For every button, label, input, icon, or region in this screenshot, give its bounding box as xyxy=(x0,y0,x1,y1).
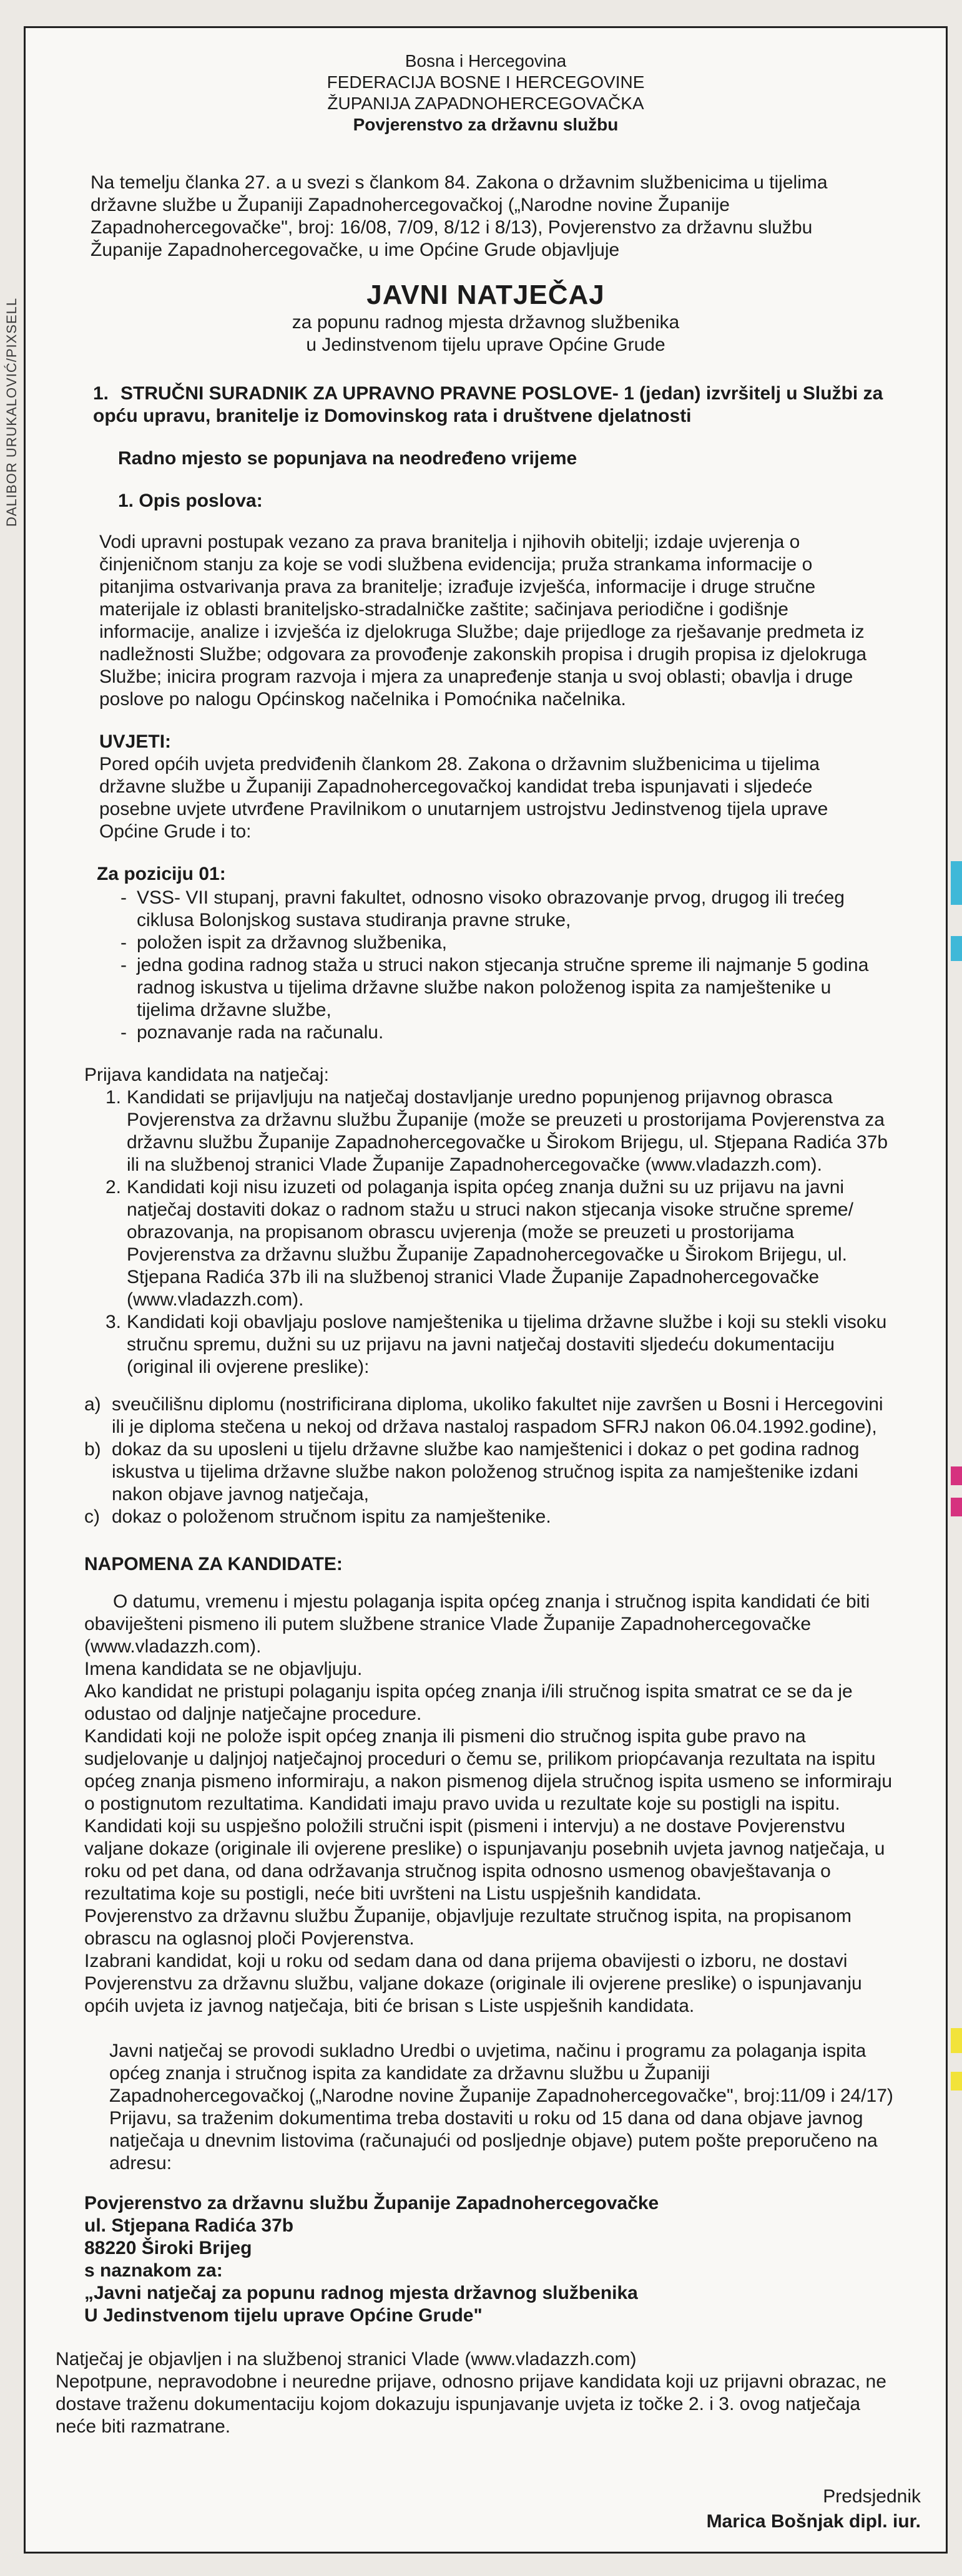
header-federation: FEDERACIJA BOSNE I HERCEGOVINE xyxy=(326,72,645,92)
prijava-heading: Prijava kandidata na natječaj: xyxy=(84,1065,329,1085)
edge-mark-magenta xyxy=(951,1498,962,1516)
header-commission: Povjerenstvo za državnu službu xyxy=(353,115,619,134)
napomena-heading: NAPOMENA ZA KANDIDATE: xyxy=(84,1554,343,1574)
list-item xyxy=(84,1506,896,1528)
list-item xyxy=(84,1393,896,1438)
item-letter: a) xyxy=(84,1394,101,1415)
position-number: 1. xyxy=(93,383,109,404)
note-paragraph: Kandidati koji ne polože ispit općeg znanja ili pismeni dio stručnog ispita gube pravo na sudjelovanje u daljnjoj natječajnoj proceduri o čemu se, prilikom priopćavanja rezultata na ispitu općeg znanja pismeno informiraju, a nakon pismenog dijela stručnog ispita usmeno se informiraju o postignutom rezultatima. Kandidati imaju pravo uvida u rezultate koje su postigli na ispitu. xyxy=(84,1726,893,1814)
intro-paragraph: Na temelju članka 27. a u svezi s člankom 84. Zakona o državnim službenicima u tijelima državne službe u Županiji Zapadnohercegovačkoj („Narodne novine Županije Zapadnohercegovačke", broj: 16/08, 7/09, 8/12 i 8/13), Povjerenstvo za državnu službu Županije Zapadnohercegovačke, u ime Općine Grude objavljuje xyxy=(91,172,828,260)
item-text: sveučilišnu diplomu (nostrificirana diploma, ukoliko fakultet nije završen u Bosni i Hercegovini ili je diploma stečena u nekoj od država nastaloj raspadom SFRJ nakon 06.04.1992.godine), xyxy=(112,1394,883,1437)
notice-subtitle-1: za popunu radnog mjesta državnog službenika xyxy=(292,312,680,333)
address-line: Povjerenstvo za državnu službu Županije Zapadnohercegovačke xyxy=(84,2193,659,2213)
list-item xyxy=(106,1311,892,1378)
uvjeti-heading: UVJETI: xyxy=(99,731,172,752)
item-number: 1. xyxy=(106,1087,122,1108)
job-notice xyxy=(24,26,948,2554)
list-item xyxy=(106,1176,892,1311)
uvjeti-text: Pored općih uvjeta predviđenih člankom 28. Zakona o državnim službenicima u tijelima državne službe u Županiji Zapadnohercegovačkoj kandidat treba ispunjavati i sljedeće posebne uvjete utvrđene Pravilnikom o unutarnjem ustrojstvu Jedinstvenog tijela uprave Općine Grude i to: xyxy=(99,754,828,842)
item-number: 2. xyxy=(106,1177,122,1198)
application-list xyxy=(106,1086,892,1378)
edge-mark-yellow xyxy=(951,2072,962,2091)
address-line: „Javni natječaj za popunu radnog mjesta državnog službenika xyxy=(84,2283,638,2303)
address-line: s naznakom za: xyxy=(84,2260,223,2281)
conditions-list xyxy=(118,887,892,1044)
mailing-address xyxy=(84,2192,896,2327)
job-description: Vodi upravni postupak vezano za prava branitelja i njihovih obitelji; izdaje uvjerenja o činjeničnom stanju za koje se vodi službena evidencija; pruža strankama informacije o pitanjima ostvarivanja prava za branitelje; izrađuje izvješća, informacije i druge stručne materijale iz oblasti braniteljsko-stradalničke zaštite; sačinjava periodične i godišnje informacije, analize i izvješća iz djelokruga Službe; daje prijedloge za rješavanje predmeta iz nadležnosti Službe; odgovara za provođenje zakonskih propisa i drugih propisa iz djelokruga Službe; inicira program razvoja i mjera za unapređenje stanja u svoj oblasti; obavlja i druge poslove po nalogu Općinskog načelnika i Pomoćnika načelnika. xyxy=(99,532,867,710)
note-paragraph: Povjerenstvo za državnu službu Županije, objavljuje rezultate stručnog ispita, na propisanom obrascu na oglasnoj ploči Povjerenstva. xyxy=(84,1906,852,1949)
procedure-paragraph: Javni natječaj se provodi sukladno Uredbi o uvjetima, načinu i programu za polaganja ispita općeg znanja i stručnog ispita za kandidate za državnu službu u Županiji Zapadnohercegovačkoj („Narodne novine Županije Zapadnohercegovačke", broj:11/09 i 24/17) Prijavu, sa traženim dokumentima treba dostaviti u roku od 15 dana od dana objave javnog natječaja u dnevnim listovima (računajući od posljednje objave) putem pošte preporučeno na adresu: xyxy=(109,2041,893,2174)
notice-header xyxy=(56,51,916,135)
edge-mark-cyan xyxy=(951,936,962,961)
pozicija-heading: Za poziciju 01: xyxy=(97,864,226,884)
edge-mark-magenta xyxy=(951,1466,962,1485)
edge-mark-yellow xyxy=(951,2028,962,2053)
item-text: Kandidati koji nisu izuzeti od polaganja ispita općeg znanja dužni su uz prijavu na javni natječaj dostaviti dokaz o radnom stažu u struci nakon stjecanja visoke stručne spreme/ obrazovanja, na propisanom obrascu uvjerenja (može se preuzeti u prostorijama Povjerenstva za državnu službu Županije Zapadnohercegovačke u Širokom Brijegu, ul. Stjepana Radića 37b ili na službenoj stranici Vlade Županije Zapadnohercegovačke (www.vladazzh.com). xyxy=(127,1177,853,1310)
note-paragraph: Imena kandidata se ne objavljuju. xyxy=(84,1659,363,1679)
closing-block xyxy=(56,2348,892,2438)
item-text: Kandidati se prijavljuju na natječaj dostavljanje uredno popunjenog prijavnog obrasca Povjerenstva za državnu službu Županije (može se preuzeti u prostorijama Povjerenstva za državnu službu Županije Zapadnohercegovačke u Širokom Brijegu, ul. Stjepana Radića 37b ili na službenoj stranici Vlade Županije Zapadnohercegovačke (www.vladazzh.com). xyxy=(127,1087,888,1175)
position-text: STRUČNI SURADNIK ZA UPRAVNO PRAVNE POSLOVE- 1 (jedan) izvršitelj u Službi za opću upravu, branitelje iz Domovinskog rata i društvene djelatnosti xyxy=(93,383,883,426)
address-line: U Jedinstvenom tijelu uprave Općine Grude" xyxy=(84,2305,483,2326)
list-item: - položen ispit za državnog službenika, xyxy=(118,932,892,954)
list-item: - VSS- VII stupanj, pravni fakultet, odnosno visoko obrazovanje prvog, drugog ili trećeg ciklusa Bolonjskog sustava studiranja pravne struke, xyxy=(118,887,892,932)
photo-credit: DALIBOR URUKALOVIĆ/PIXSELL xyxy=(4,297,19,527)
list-item: - poznavanje rada na računalu. xyxy=(118,1022,892,1044)
list-item xyxy=(106,1086,892,1176)
note-paragraph: Kandidati koji su uspješno položili stručni ispit (pismeni i intervju) a ne dostave Povjerenstvu valjane dokaze (originale ili ovjerene preslike) o ispunjavanju posebnih uvjeta javnog natječaja, u roku od pet dana, od dana održavanja stručnog ispita odnosno usmenog obavještavanja o rezultatima koje su postigli, neće biti uvršteni na Listu uspješnih kandidata. xyxy=(84,1816,885,1904)
item-letter: b) xyxy=(84,1439,101,1460)
header-county: ŽUPANIJA ZAPADNOHERCEGOVAČKA xyxy=(327,94,644,113)
opis-heading: 1. Opis poslova: xyxy=(118,490,263,511)
position-title xyxy=(93,383,923,427)
note-paragraph: O datumu, vremenu i mjestu polaganja ispita općeg znanja i stručnog ispita kandidati će biti obaviješteni pismeno ili putem službene stranice Vlade Županije Zapadnohercegovačke (www.vladazzh.com). xyxy=(84,1591,870,1657)
signature-name: Marica Bošnjak dipl. iur. xyxy=(706,2511,921,2532)
header-country: Bosna i Hercegovina xyxy=(405,51,567,71)
item-text: dokaz o položenom stručnom ispitu za namještenike. xyxy=(112,1506,551,1527)
title-block xyxy=(56,279,916,356)
list-item xyxy=(84,1438,896,1506)
closing-paragraph: Natječaj je objavljen i na službenoj stranici Vlade (www.vladazzh.com) xyxy=(56,2349,637,2369)
signature-role: Predsjednik xyxy=(823,2486,921,2507)
item-letter: c) xyxy=(84,1506,100,1527)
notice-subtitle-2: u Jedinstvenom tijelu uprave Općine Grude xyxy=(306,334,665,355)
signature-block xyxy=(707,2484,921,2534)
notice-title: JAVNI NATJEČAJ xyxy=(366,280,605,310)
item-text: dokaz da su uposleni u tijelu državne službe kao namještenici i dokaz o pet godina radnog iskustva u tijelima državne službe nakon položenog stručnog ispita za namještenike izdani nakon objave javnog natječaja, xyxy=(112,1439,860,1505)
closing-paragraph: Nepotpune, nepravodobne i neuredne prijave, odnosno prijave kandidata koji uz prijavni obrazac, ne dostave traženu dokumentaciju kojom dokazuju ispunjavanje uvjeta iz točke 2. i 3. ovog natječaja neće biti razmatrane. xyxy=(56,2371,886,2437)
address-line: ul. Stjepana Radića 37b xyxy=(84,2215,294,2236)
item-number: 3. xyxy=(106,1312,122,1332)
address-line: 88220 Široki Brijeg xyxy=(84,2238,252,2258)
documents-list xyxy=(84,1393,896,1528)
list-item: - jedna godina radnog staža u struci nakon stjecanja stručne spreme ili najmanje 5 godina radnog iskustva u tijelima državne službe nakon položenog ispita za namještenike u tijelima državne službe, xyxy=(118,954,892,1022)
indefinite-term: Radno mjesto se popunjava na neodređeno vrijeme xyxy=(118,448,577,469)
item-text: Kandidati koji obavljaju poslove namještenika u tijelima državne službe i koji su stekli visoku stručnu spremu, dužni su uz prijavu na javni natječaj dostaviti sljedeću dokumentaciju (original ili ovjerene preslike): xyxy=(127,1312,887,1377)
note-paragraph: Ako kandidat ne pristupi polaganju ispita općeg znanja i/ili stručnog ispita smatrat ce se da je odustao od daljnje natječajne procedure. xyxy=(84,1681,853,1724)
note-paragraph: Izabrani kandidat, koji u roku od sedam dana od dana prijema obavijesti o izboru, ne dostavi Povjerenstvu za državnu službu, valjane dokaze (originale ili ovjerene preslike) o ispunjavanju općih uvjeta iz javnog natječaja, biti će brisan s Liste uspješnih kandidata. xyxy=(84,1951,862,2016)
edge-mark-cyan xyxy=(951,861,962,905)
notes-block xyxy=(56,1591,916,2017)
